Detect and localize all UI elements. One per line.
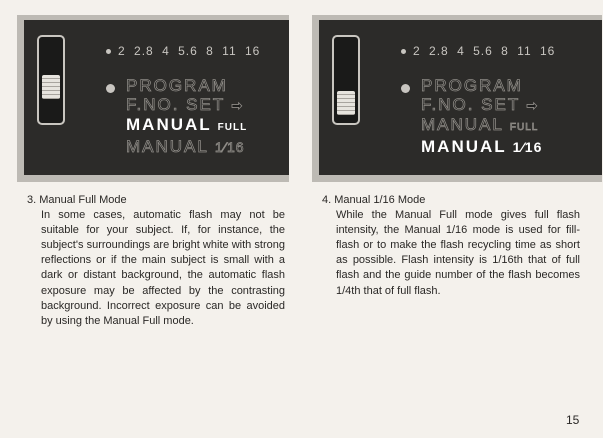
mode-fno-set bbox=[126, 95, 247, 115]
mode-suffix: FULL bbox=[509, 122, 539, 133]
mode-manual-1-16 bbox=[421, 137, 542, 157]
mode-suffix: 1⁄16 bbox=[512, 139, 543, 155]
section-body: While the Manual Full mode gives full flash intensity, the Manual 1/16 mode is used for fill-flash or to make the flash recycling time as short as possible. Flash intensity is 1/16th that of full flash and the guide number of the flash becomes 1/4th that of full flash. bbox=[336, 209, 580, 297]
illustration-manual-full bbox=[17, 15, 289, 182]
mode-label: MANUAL bbox=[421, 115, 504, 134]
mode-program bbox=[126, 76, 247, 95]
mode-suffix: FULL bbox=[217, 122, 248, 133]
mode-label: F.NO. SET bbox=[126, 95, 226, 114]
section-manual-full bbox=[27, 193, 285, 329]
flash-display-panel bbox=[24, 20, 289, 175]
aperture-value: 16 bbox=[539, 44, 556, 58]
scale-dot-icon bbox=[401, 49, 406, 54]
aperture-value: 5.6 bbox=[473, 44, 493, 58]
mode-manual-1-16 bbox=[126, 137, 247, 157]
aperture-value: 2 bbox=[413, 44, 421, 58]
switch-knob bbox=[42, 75, 60, 99]
aperture-scale bbox=[401, 44, 559, 58]
mode-list bbox=[126, 76, 247, 157]
mode-program bbox=[421, 76, 542, 95]
aperture-value: 8 bbox=[206, 44, 214, 58]
aperture-value: 2.8 bbox=[134, 44, 154, 58]
mode-switch bbox=[332, 35, 360, 125]
section-manual-1-16 bbox=[322, 193, 580, 299]
aperture-value: 2 bbox=[118, 44, 126, 58]
mode-suffix: 1⁄16 bbox=[214, 139, 245, 155]
arrow-right-icon: ➡ bbox=[526, 98, 540, 113]
section-heading: 4. Manual 1/16 Mode bbox=[322, 194, 426, 206]
section-heading: 3. Manual Full Mode bbox=[27, 194, 127, 206]
mode-label: F.NO. SET bbox=[421, 95, 521, 114]
switch-knob bbox=[337, 91, 355, 115]
aperture-value: 11 bbox=[517, 44, 532, 58]
mode-label: PROGRAM bbox=[421, 76, 523, 95]
aperture-value: 5.6 bbox=[178, 44, 198, 58]
mode-label: MANUAL bbox=[421, 137, 507, 156]
aperture-scale bbox=[106, 44, 264, 58]
arrow-right-icon: ➡ bbox=[231, 98, 245, 113]
mode-indicator-dot-icon bbox=[106, 84, 115, 93]
mode-label: MANUAL bbox=[126, 137, 209, 156]
aperture-value: 8 bbox=[501, 44, 509, 58]
mode-list bbox=[421, 76, 542, 157]
mode-indicator-dot-icon bbox=[401, 84, 410, 93]
aperture-value: 2.8 bbox=[429, 44, 449, 58]
page-number: 15 bbox=[566, 413, 580, 427]
illustration-manual-1-16 bbox=[312, 15, 602, 182]
aperture-value: 11 bbox=[222, 44, 237, 58]
aperture-value: 4 bbox=[457, 44, 465, 58]
scale-dot-icon bbox=[106, 49, 111, 54]
flash-display-panel bbox=[319, 20, 602, 175]
mode-manual-full bbox=[126, 115, 247, 137]
mode-label: PROGRAM bbox=[126, 76, 228, 95]
mode-switch bbox=[37, 35, 65, 125]
mode-manual-full bbox=[421, 115, 542, 137]
mode-fno-set bbox=[421, 95, 542, 115]
section-body: In some cases, automatic flash may not be suitable for your subject. If, for instance, the subject's surroundings are bright white with strong reflections or if the main subject is small with a dark or distant background, the automatic flash exposure may be affected by the contrasting background. Incorrect exposure can be avoided by using the Manual Full mode. bbox=[41, 209, 285, 327]
aperture-value: 4 bbox=[162, 44, 170, 58]
aperture-value: 16 bbox=[244, 44, 261, 58]
mode-label: MANUAL bbox=[126, 115, 212, 134]
